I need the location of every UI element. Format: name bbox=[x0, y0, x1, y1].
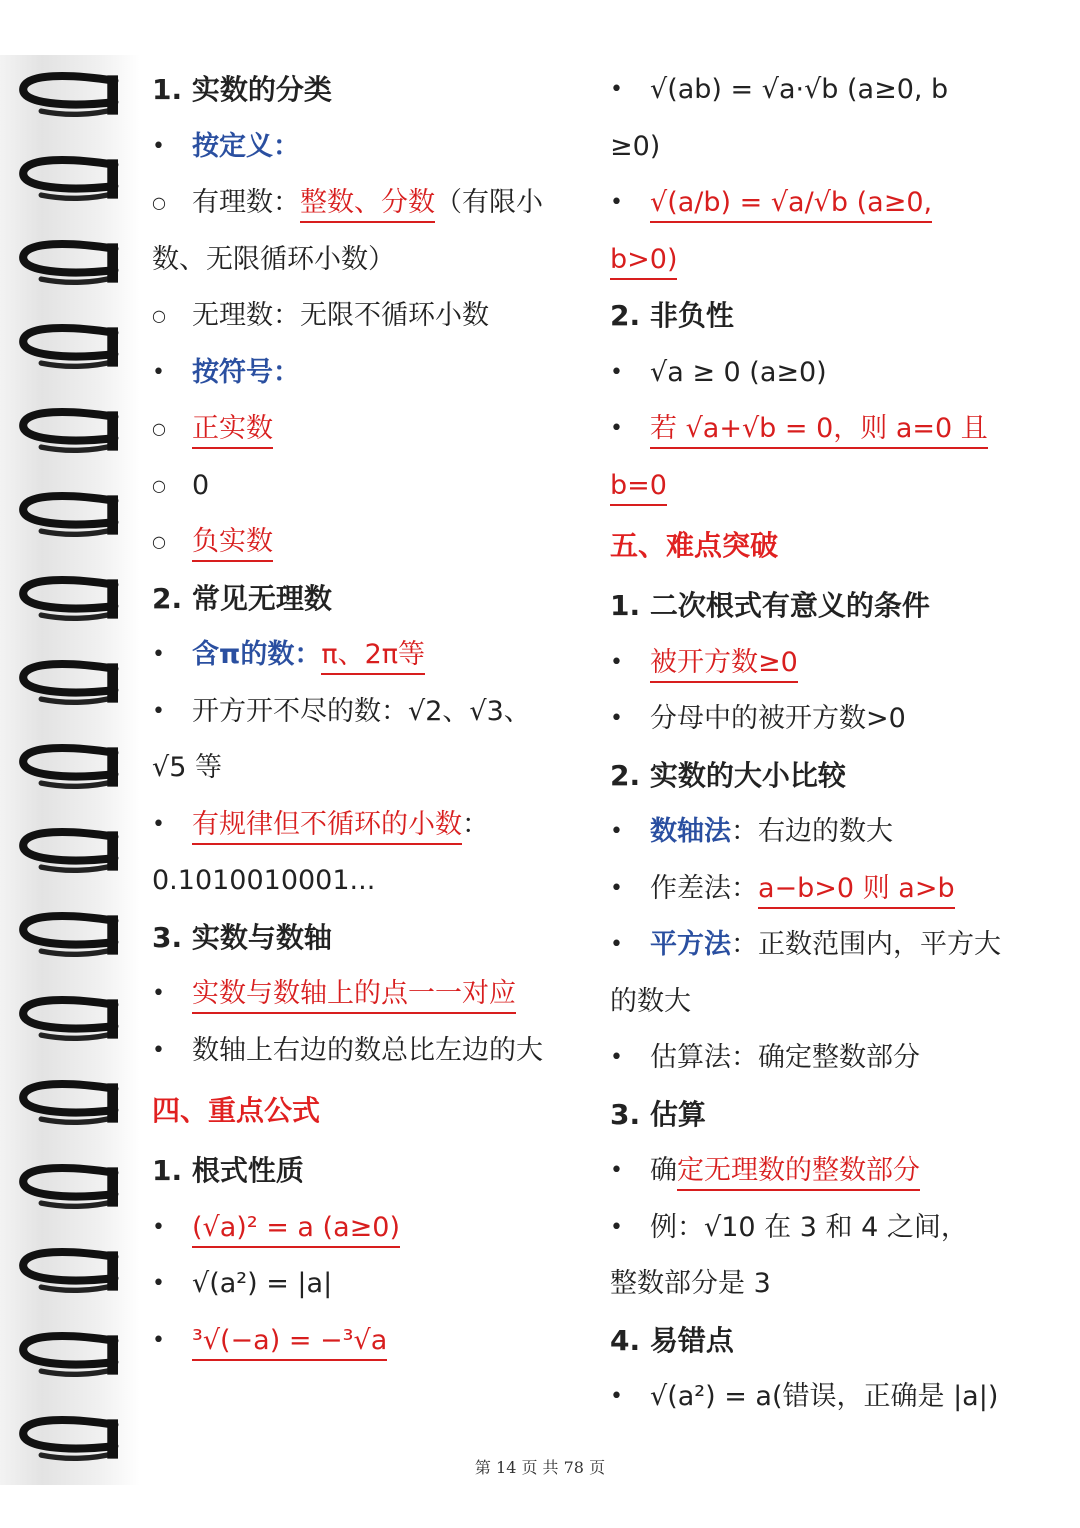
binding-ring-icon bbox=[8, 238, 128, 288]
bullet-icon: • bbox=[610, 1214, 623, 1240]
item-text: ： bbox=[462, 808, 489, 840]
binding-ring-icon bbox=[8, 1162, 128, 1212]
bullet-icon: • bbox=[152, 698, 165, 724]
list-item bbox=[610, 62, 1050, 119]
list-item bbox=[152, 1023, 582, 1080]
list-item bbox=[152, 175, 582, 232]
item-text: 分母中的被开方数>0 bbox=[650, 703, 906, 734]
highlight-text: 整数、分数 bbox=[300, 187, 435, 223]
item-label: 作差法： bbox=[650, 872, 758, 904]
page-number: 第 14 页 共 78 页 bbox=[474, 1458, 606, 1477]
left-column bbox=[152, 62, 582, 1369]
item-text: 开方开不尽的数：√2、√3、 bbox=[192, 695, 531, 727]
right-column bbox=[610, 62, 1050, 1426]
list-item-continued: √5 等 bbox=[152, 752, 222, 783]
binding-ring-icon bbox=[8, 490, 128, 540]
list-item bbox=[152, 119, 582, 176]
list-item-continued: 的数大 bbox=[610, 985, 691, 1017]
section-title: 3. 实数与数轴 bbox=[152, 920, 332, 954]
list-item bbox=[152, 627, 582, 684]
bullet-icon: • bbox=[152, 1037, 165, 1063]
bullet-icon: • bbox=[610, 416, 623, 441]
binding-ring-icon bbox=[8, 910, 128, 960]
section-title: 3. 估算 bbox=[610, 1097, 706, 1131]
item-label: 含π的数： bbox=[192, 639, 322, 670]
circle-bullet-icon: ○ bbox=[152, 306, 166, 325]
highlight-text: 有规律但不循环的小数 bbox=[192, 809, 462, 845]
list-item-continued bbox=[610, 458, 1050, 515]
item-text: 估算法：确定整数部分 bbox=[650, 1042, 920, 1073]
list-item bbox=[152, 966, 582, 1023]
formula-text: b=0 bbox=[610, 470, 667, 506]
list-item bbox=[152, 797, 582, 854]
highlight-text: 定无理数的整数部分 bbox=[677, 1155, 920, 1191]
formula-text: √(a²) = |a| bbox=[192, 1268, 333, 1299]
bullet-icon: • bbox=[152, 359, 165, 385]
circle-bullet-icon: ○ bbox=[152, 475, 166, 495]
binding-ring-icon bbox=[8, 994, 128, 1044]
chapter-heading: 四、重点公式 bbox=[152, 1094, 321, 1127]
circle-bullet-icon: ○ bbox=[152, 193, 166, 212]
formula-text: √(a/b) = √a/√b (a≥0, bbox=[650, 187, 932, 223]
notebook-binding bbox=[0, 55, 140, 1485]
list-item-continued: 数、无限循环小数） bbox=[152, 243, 395, 275]
list-item bbox=[152, 288, 582, 345]
highlight-text: π、2π等 bbox=[321, 639, 425, 675]
highlight-text: 正实数 bbox=[192, 413, 273, 449]
binding-ring-icon bbox=[8, 658, 128, 708]
chapter-heading: 五、难点突破 bbox=[610, 529, 779, 562]
binding-ring-icon bbox=[8, 826, 128, 876]
item-label: 按定义： bbox=[192, 130, 300, 162]
item-label: 有理数： bbox=[192, 187, 300, 218]
item-text: 0 bbox=[192, 469, 210, 501]
formula-text: ³√(−a) = −³√a bbox=[192, 1325, 387, 1361]
bullet-icon: • bbox=[610, 932, 623, 957]
bullet-icon: • bbox=[610, 359, 623, 385]
circle-bullet-icon: ○ bbox=[152, 532, 166, 551]
bullet-icon: • bbox=[152, 981, 165, 1006]
list-item bbox=[610, 1030, 1050, 1087]
list-item bbox=[610, 345, 1050, 402]
list-item bbox=[610, 1369, 1050, 1426]
formula-text: 若 √a+√b = 0，则 a=0 且 bbox=[650, 413, 988, 449]
circle-bullet-icon: ○ bbox=[152, 419, 166, 438]
section-title: 1. 根式性质 bbox=[152, 1154, 304, 1187]
highlight-text: 负实数 bbox=[192, 526, 273, 562]
binding-ring-icon bbox=[8, 1330, 128, 1380]
list-item-continued: ≥0) bbox=[610, 130, 661, 162]
item-label: 平方法 bbox=[650, 929, 731, 960]
list-item bbox=[610, 1143, 1050, 1200]
binding-ring-icon bbox=[8, 70, 128, 120]
list-item bbox=[152, 684, 582, 741]
item-text: 例：√10 在 3 和 4 之间， bbox=[650, 1211, 968, 1243]
highlight-text: 被开方数≥0 bbox=[650, 647, 798, 683]
binding-ring-icon bbox=[8, 742, 128, 792]
section-title: 2. 非负性 bbox=[610, 299, 734, 332]
bullet-icon: • bbox=[610, 190, 623, 215]
binding-ring-icon bbox=[8, 1246, 128, 1296]
binding-ring-icon bbox=[8, 406, 128, 456]
list-item bbox=[610, 1200, 1050, 1257]
list-item bbox=[152, 345, 582, 402]
list-item bbox=[152, 401, 582, 458]
item-label: 数轴法 bbox=[650, 816, 731, 847]
item-text: ：正数范围内，平方大 bbox=[731, 929, 1001, 960]
list-item bbox=[610, 691, 1050, 748]
highlight-text: a−b>0 则 a>b bbox=[758, 873, 955, 909]
bullet-icon: • bbox=[610, 649, 623, 675]
bullet-icon: • bbox=[152, 811, 165, 837]
list-item bbox=[152, 1200, 582, 1257]
list-item bbox=[610, 635, 1050, 692]
section-title: 2. 常见无理数 bbox=[152, 581, 332, 615]
list-item bbox=[152, 1313, 582, 1370]
bullet-icon: • bbox=[610, 875, 623, 901]
item-text: ：右边的数大 bbox=[731, 816, 893, 847]
item-text: 数轴上右边的数总比左边的大 bbox=[192, 1034, 543, 1066]
list-item bbox=[610, 175, 1050, 232]
item-label: 按符号： bbox=[192, 356, 300, 388]
item-text: （有限小 bbox=[435, 187, 543, 218]
list-item bbox=[610, 917, 1050, 974]
bullet-icon: • bbox=[152, 1271, 165, 1296]
list-item-continued: 整数部分是 3 bbox=[610, 1268, 771, 1299]
formula-text: √a ≥ 0 (a≥0) bbox=[650, 356, 827, 388]
bullet-icon: • bbox=[610, 1045, 623, 1070]
list-item bbox=[152, 514, 582, 571]
binding-ring-icon bbox=[8, 154, 128, 204]
list-item-continued bbox=[610, 232, 1050, 289]
list-item bbox=[152, 1256, 582, 1313]
formula-text: b>0) bbox=[610, 244, 677, 280]
section-title: 4. 易错点 bbox=[610, 1323, 734, 1357]
highlight-text: 实数与数轴上的点一一对应 bbox=[192, 978, 516, 1014]
formula-text: (√a)² = a (a≥0) bbox=[192, 1212, 400, 1248]
bullet-icon: • bbox=[152, 1214, 165, 1240]
list-item bbox=[610, 861, 1050, 918]
list-item bbox=[610, 401, 1050, 458]
binding-ring-icon bbox=[8, 574, 128, 624]
list-item bbox=[610, 804, 1050, 861]
bullet-icon: • bbox=[152, 1327, 165, 1353]
section-title: 1. 实数的分类 bbox=[152, 73, 332, 106]
bullet-icon: • bbox=[610, 1384, 623, 1409]
bullet-icon: • bbox=[610, 706, 623, 731]
section-title: 1. 二次根式有意义的条件 bbox=[610, 589, 930, 622]
bullet-icon: • bbox=[610, 1158, 623, 1183]
bullet-icon: • bbox=[152, 133, 165, 159]
list-item bbox=[152, 458, 582, 515]
item-text: 确 bbox=[650, 1155, 677, 1186]
formula-text: √(a²) = a(错误，正确是 |a|) bbox=[650, 1381, 999, 1412]
binding-ring-icon bbox=[8, 322, 128, 372]
binding-ring-icon bbox=[8, 1078, 128, 1128]
formula-text: √(ab) = √a·√b (a≥0, b bbox=[650, 74, 949, 105]
list-item-continued: 0.1010010001... bbox=[152, 865, 376, 896]
bullet-icon: • bbox=[610, 819, 623, 844]
item-text: 无理数：无限不循环小数 bbox=[192, 300, 489, 331]
bullet-icon: • bbox=[152, 642, 165, 667]
section-title: 2. 实数的大小比较 bbox=[610, 758, 846, 792]
bullet-icon: • bbox=[610, 77, 623, 102]
